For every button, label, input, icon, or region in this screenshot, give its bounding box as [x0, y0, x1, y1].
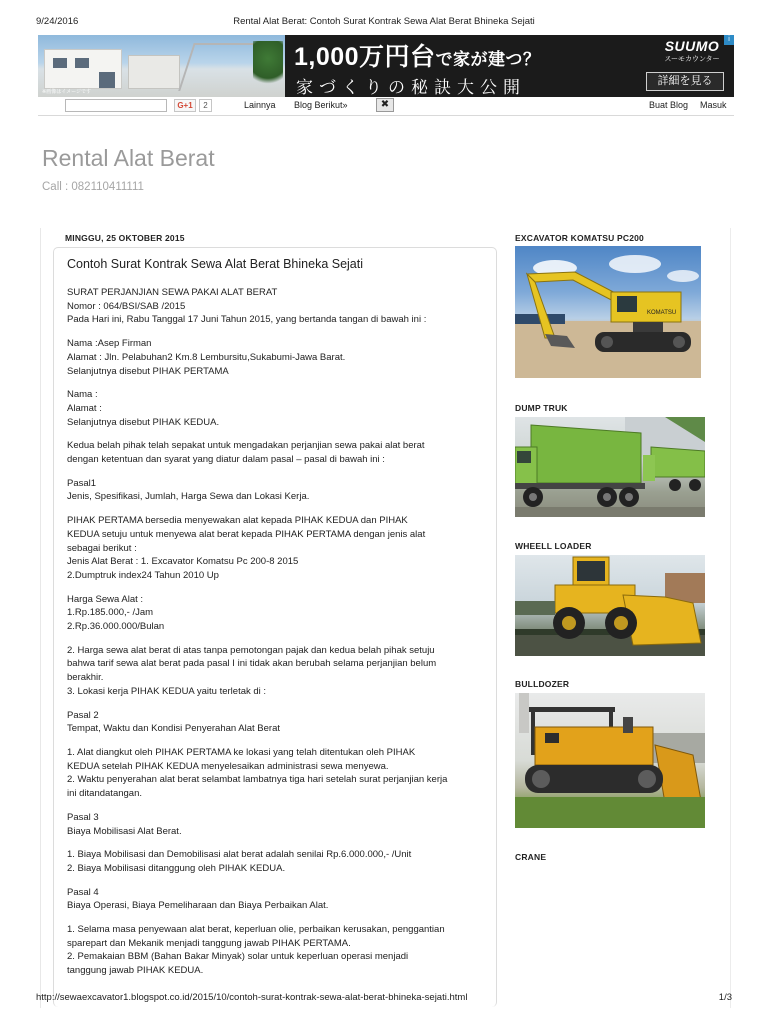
gplus-button[interactable]: G+1	[174, 99, 196, 112]
post-line: Selanjutnya disebut PIHAK PERTAMA	[67, 365, 229, 377]
post-paragraph	[67, 644, 487, 699]
advertisement-banner[interactable]	[38, 35, 734, 97]
post-paragraph	[67, 388, 487, 429]
post-paragraph	[67, 439, 487, 466]
post-line: Selanjutnya disebut PIHAK KEDUA.	[67, 416, 220, 428]
ad-image-caption: ※画像はイメージです	[42, 89, 92, 95]
post-line: 2. Biaya Mobilisasi ditanggung oleh PIHAK KEDUA.	[67, 862, 286, 874]
post-line: tanggung jawab PIHAK KEDUA.	[67, 965, 204, 977]
print-date: 9/24/2016	[36, 16, 79, 27]
blog-title[interactable]: Rental Alat Berat	[42, 145, 215, 171]
post-body	[67, 286, 487, 988]
post-line: 2. Waktu penyerahan alat berat selambat lambatnya tiga hari setelah surat perjanjian kerja	[67, 774, 448, 786]
ad-brand-sub: スーモカウンター	[664, 56, 720, 63]
print-footer	[36, 992, 732, 1006]
ad-house-photo	[38, 35, 285, 97]
gplus-count: 2	[199, 99, 212, 112]
ad-brand-name: SUUMO	[664, 38, 720, 54]
post-line: PIHAK PERTAMA bersedia menyewakan alat kepada PIHAK KEDUA dan PIHAK	[67, 515, 408, 527]
ad-subline: 家づくりの秘訣大公開	[296, 78, 526, 97]
ad-tree	[253, 41, 283, 91]
print-header	[36, 16, 732, 30]
sidebar-border	[730, 228, 731, 1008]
more-link[interactable]: Lainnya	[244, 100, 276, 110]
post-line: Biaya Operasi, Biaya Pemeliharaan dan Biaya Perbaikan Alat.	[67, 900, 329, 912]
post-paragraph	[67, 337, 487, 378]
widget-title-crane: CRANE	[515, 852, 547, 862]
post-line: Pasal 3	[67, 811, 99, 823]
post-paragraph	[67, 477, 487, 504]
post-line: Harga Sewa Alat :	[67, 593, 144, 605]
post-line: Alamat :	[67, 402, 102, 414]
post-line: Jenis, Spesifikasi, Jumlah, Harga Sewa dan Lokasi Kerja.	[67, 491, 310, 503]
post-line: bahwa tarif sewa alat berat pada pasal I ini tidak akan berubah selama perjanjian belum	[67, 658, 437, 670]
post-line: 2. Harga sewa alat berat di atas tanpa pemotongan pajak dan kedua belah pihak setuju	[67, 644, 435, 656]
post-line: 1. Selama masa penyewaan alat berat, keperluan olie, perbaikan kerusakan, penggantian	[67, 924, 445, 936]
post-paragraph	[67, 886, 487, 913]
post-line: Tempat, Waktu dan Kondisi Penyerahan Alat Berat	[67, 723, 280, 735]
next-blog-link[interactable]: Blog Berikut»	[294, 100, 348, 110]
post-line: Alamat : Jln. Pelabuhan2 Km.8 Lembursitu,Sukabumi-Jawa Barat.	[67, 351, 346, 363]
ad-house-annex	[128, 55, 180, 89]
widget-title-wheel-loader: WHEELL LOADER	[515, 541, 592, 551]
post-paragraph	[67, 514, 487, 583]
post-line: 3. Lokasi kerja PIHAK KEDUA yaitu terletak di :	[67, 685, 267, 697]
post-line: KEDUA setelah PIHAK KEDUA menyelesaikan administrasi sewa menyewa.	[67, 760, 389, 772]
excavator-image[interactable]	[515, 246, 701, 378]
print-url: http://sewaexcavator1.blogspot.co.id/2015/10/contoh-surat-kontrak-sewa-alat-berat-bhineka-sejati.html	[36, 992, 468, 1003]
post-line: Pada Hari ini, Rabu Tanggal 17 Juni Tahun 2015, yang bertanda tangan di bawah ini :	[67, 314, 427, 326]
blog-description: Call : 082110411111	[42, 181, 144, 193]
excavator-brand-text: KOMATSU	[647, 310, 677, 316]
ad-headline-main: 1,000万円台	[294, 43, 436, 71]
post-line: dengan ketentuan dan syarat yang diatur dalam pasal – pasal di bawah ini :	[67, 454, 385, 466]
post-line: 1. Alat diangkut oleh PIHAK PERTAMA ke lokasi yang telah ditentukan oleh PIHAK	[67, 746, 416, 758]
post-title[interactable]: Contoh Surat Kontrak Sewa Alat Berat Bhineka Sejati	[67, 257, 364, 271]
blogger-navbar	[38, 98, 734, 116]
ad-info-icon[interactable]: i	[724, 35, 734, 45]
post-line: KEDUA setuju untuk menyewa alat berat kepada PIHAK PERTAMA dengan jenis alat	[67, 528, 426, 540]
post-line: Nama :	[67, 389, 98, 401]
ad-house-building	[44, 49, 122, 89]
post-line: ini ditandatangan.	[67, 788, 143, 800]
ad-details-button[interactable]: 詳細を見る	[646, 72, 724, 91]
post-paragraph	[67, 923, 487, 978]
post-paragraph	[67, 811, 487, 838]
post-line: 2. Pemakaian BBM (Bahan Bakar Minyak) solar untuk keperluan operasi menjadi	[67, 951, 409, 963]
post-paragraph	[67, 746, 487, 801]
create-blog-link[interactable]: Buat Blog	[649, 100, 689, 110]
post-line: Pasal 2	[67, 709, 99, 721]
post-line: 2.Rp.36.000.000/Bulan	[67, 621, 165, 633]
post-line: Nama :Asep Firman	[67, 338, 152, 350]
post-paragraph	[67, 848, 487, 875]
post-line: 1.Rp.185.000,- /Jam	[67, 607, 154, 619]
print-page-title: Rental Alat Berat: Contoh Surat Kontrak Sewa Alat Berat Bhineka Sejati	[233, 16, 535, 27]
post-paragraph	[67, 709, 487, 736]
post-line: Kedua belah pihak telah sepakat untuk mengadakan perjanjian sewa pakai alat berat	[67, 440, 425, 452]
post-paragraph	[67, 593, 487, 634]
close-icon[interactable]: ✖	[376, 98, 394, 112]
widget-title-bulldozer: BULLDOZER	[515, 679, 570, 689]
post-line: Biaya Mobilisasi Alat Berat.	[67, 825, 182, 837]
post-line: SURAT PERJANJIAN SEWA PAKAI ALAT BERAT	[67, 287, 278, 298]
post-paragraph	[67, 286, 487, 327]
post-line: sparepart dan Mekanik menjadi tanggung jawab PIHAK PERTAMA.	[67, 937, 351, 949]
ad-headline	[294, 37, 541, 73]
widget-title-excavator: EXCAVATOR KOMATSU PC200	[515, 233, 644, 243]
post-line: 1. Biaya Mobilisasi dan Demobilisasi alat berat adalah senilai Rp.6.000.000,- /Unit	[67, 849, 412, 861]
widget-title-dump-truck: DUMP TRUK	[515, 403, 568, 413]
dump-truck-image[interactable]	[515, 417, 705, 517]
ad-brand-logo	[656, 38, 728, 64]
post-line: berakhir.	[67, 672, 104, 684]
sign-in-link[interactable]: Masuk	[700, 100, 727, 110]
wheel-loader-image[interactable]	[515, 555, 705, 656]
post-line: Nomor : 064/BSI/SAB /2015	[67, 300, 186, 312]
post-line: Jenis Alat Berat : 1. Excavator Komatsu Pc 200-8 2015	[67, 556, 299, 568]
post-date-header: MINGGU, 25 OKTOBER 2015	[65, 233, 185, 243]
print-page-number: 1/3	[718, 992, 732, 1003]
navbar-search-input[interactable]	[65, 99, 167, 112]
post-line: Pasal 4	[67, 886, 99, 898]
bulldozer-image[interactable]	[515, 693, 705, 828]
ad-staircase	[178, 43, 254, 91]
post-line: Pasal1	[67, 477, 97, 489]
post-line: sebagai berikut :	[67, 542, 137, 554]
post-line: 2.Dumptruk index24 Tahun 2010 Up	[67, 569, 219, 581]
ad-headline-tail: で家が建つ？	[435, 50, 541, 69]
